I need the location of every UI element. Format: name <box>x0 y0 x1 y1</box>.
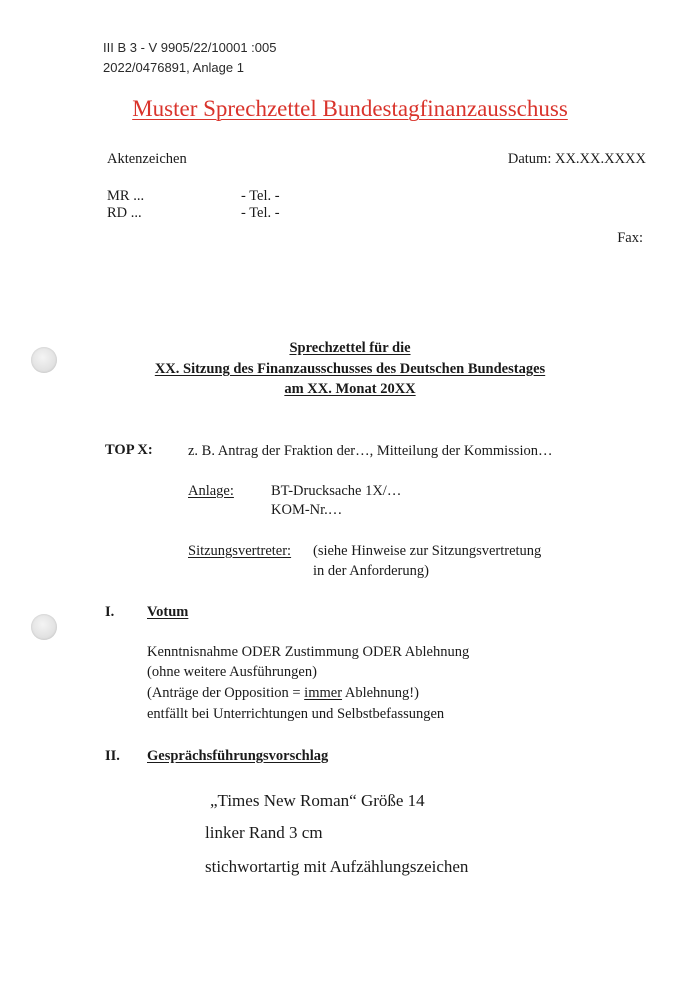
votum-line-1: Kenntnisnahme ODER Zustimmung ODER Ablehnung <box>147 644 470 660</box>
vertreter-line-2: in der Anforderung) <box>313 563 429 579</box>
heading-line-2: XX. Sitzung des Finanzausschusses des Deutschen Bundestages <box>154 361 546 377</box>
contact-tel: - Tel. - <box>241 188 280 204</box>
votum-emphasis: immer <box>304 685 343 701</box>
section-2-number: II. <box>105 748 120 764</box>
heading-line-1: Sprechzettel für die <box>289 340 411 356</box>
votum-line-3-pre: (Anträge der Opposition = <box>147 685 305 701</box>
punch-hole-bottom <box>31 614 57 640</box>
fax-label: Fax: <box>617 230 643 246</box>
anlage-line-2: KOM-Nr.… <box>271 502 343 518</box>
heading-line-3: am XX. Monat 20XX <box>284 381 416 397</box>
vertreter-line-1: (siehe Hinweise zur Sitzungsvertretung <box>313 543 542 559</box>
votum-line-3-post: Ablehnung!) <box>342 685 419 701</box>
section-1-number: I. <box>105 604 115 620</box>
votum-line-4: entfällt bei Unterrichtungen und Selbstbefassungen <box>147 706 445 722</box>
vertreter-label: Sitzungsvertreter: <box>188 543 292 559</box>
datum-field: Datum: XX.XX.XXXX <box>507 151 646 167</box>
list-item: linker Rand 3 cm <box>205 823 323 842</box>
contact-name: RD ... <box>107 205 142 221</box>
anlage-line-1: BT-Drucksache 1X/… <box>271 483 402 499</box>
contact-tel: - Tel. - <box>241 205 280 221</box>
votum-line-3 <box>147 685 419 702</box>
aktenzeichen-label: Aktenzeichen <box>107 151 187 167</box>
section-1-title: Votum <box>147 604 189 620</box>
top-text: z. B. Antrag der Fraktion der…, Mitteilung der Kommission… <box>188 443 553 459</box>
section-2-title: Gesprächsführungsvorschlag <box>147 748 329 764</box>
anlage-label: Anlage: <box>188 483 234 499</box>
list-item: „Times New Roman“ Größe 14 <box>210 791 425 810</box>
list-item: stichwortartig mit Aufzählungszeichen <box>205 857 469 876</box>
reference-number: III B 3 - V 9905/22/10001 :005 <box>103 40 277 55</box>
top-label: TOP X: <box>105 442 153 458</box>
page-title: Muster Sprechzettel Bundestagfinanzausschuss <box>132 96 568 121</box>
votum-line-2: (ohne weitere Ausführungen) <box>147 664 317 680</box>
document-number: 2022/0476891, Anlage 1 <box>103 60 244 75</box>
contact-name: MR ... <box>107 188 145 204</box>
